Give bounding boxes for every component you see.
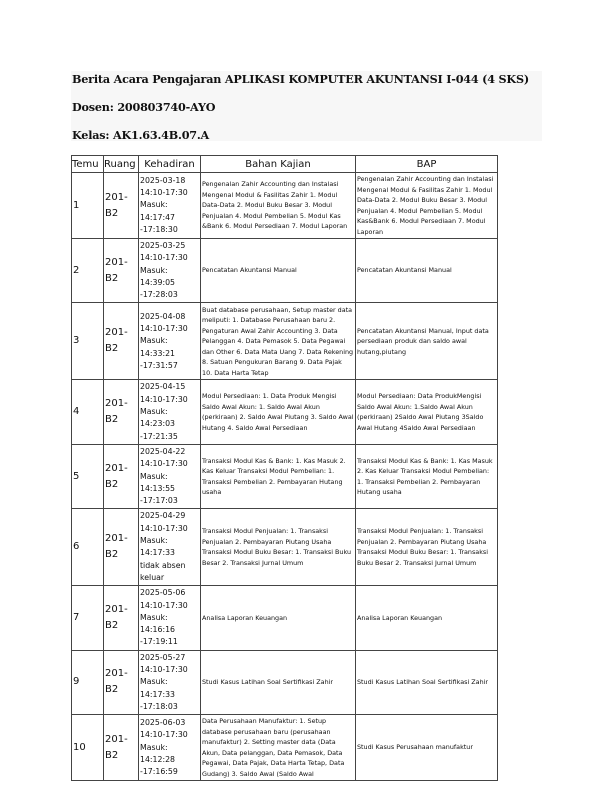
cell-kehadiran bbox=[139, 239, 201, 303]
cell-masuk: Masuk: 14:13:55 bbox=[140, 471, 176, 493]
header-temu: Temu bbox=[72, 156, 104, 173]
cell-jam: 14:10-17:30 bbox=[140, 394, 188, 404]
cell-bahan-kajian: Buat database perusahaan, Setup master data meliputi: 1. Database Perusahaan baru 2. Pengaturan Awal Zahir Accounting 3. Data Pelanggan 4. Data Pemasok 5. Data Pegawai dan Other 6. Data Mata Uang 7. Data Rekening 8. Satuan Pengukuran Barang 9. Data Pajak 10. Data Harta Tetap bbox=[201, 303, 356, 380]
cell-jam: 14:10-17:30 bbox=[140, 523, 188, 533]
cell-bahan-kajian: Transaksi Modul Kas & Bank: 1. Kas Masuk 2. Kas Keluar Transaksi Modul Pembelian: 1. Transaksi Pembelian 2. Pembayaran Hutang usaha bbox=[201, 444, 356, 508]
table-body bbox=[72, 173, 498, 781]
cell-bahan-kajian: Studi Kasus Latihan Soal Sertifikasi Zahir bbox=[201, 650, 356, 714]
cell-keluar: -17:28:03 bbox=[140, 290, 178, 300]
table-row bbox=[72, 650, 498, 714]
cell-jam: 14:10-17:30 bbox=[140, 459, 188, 469]
cell-kehadiran bbox=[139, 173, 201, 239]
cell-masuk: Masuk: 14:33:21 bbox=[140, 336, 176, 358]
cell-temu: 6 bbox=[72, 509, 104, 586]
kelas-line: Kelas: AK1.63.4B.07.A bbox=[72, 128, 210, 142]
cell-kehadiran bbox=[139, 444, 201, 508]
cell-ruang: 201-B2 bbox=[104, 650, 139, 714]
header-bap: BAP bbox=[356, 156, 498, 173]
cell-bahan-kajian: Modul Persediaan: 1. Data Produk Mengisi Saldo Awal Akun: 1. Saldo Awal Akun (perkiraan) 2. Saldo Awal Piutang 3. Saldo Awal Hutang 4. Saldo Awal Persediaan bbox=[201, 380, 356, 444]
cell-bap: Pencatatan Akuntansi Manual bbox=[356, 239, 498, 303]
cell-tanggal: 2025-03-18 bbox=[140, 175, 186, 185]
cell-bap: Pengenalan Zahir Accounting dan Instalasi Mengenal Modul & Fasilitas Zahir 1. Modul Data-Data 2. Modul Buku Besar 3. Modul Penjualan 4. Modul Pembelian 5. Modul Kas&Bank 6. Modul Persediaan 7. Modul Laporan bbox=[356, 173, 498, 239]
cell-bahan-kajian: Analisa Laporan Keuangan bbox=[201, 586, 356, 650]
cell-tanggal: 2025-04-22 bbox=[140, 446, 186, 456]
cell-ruang: 201-B2 bbox=[104, 239, 139, 303]
cell-bap: Modul Persediaan: Data ProdukMengisi Saldo Awal Akun: 1.Saldo Awal Akun (perkiraan) 2Saldo Awal Piutang 3Saldo Awal Hutang 4Saldo Awal Persediaan bbox=[356, 380, 498, 444]
table-header-row bbox=[72, 156, 498, 173]
cell-bap: Pencatatan Akuntansi Manual, Input data persediaan produk dan saldo awal hutang,piutang bbox=[356, 303, 498, 380]
cell-keluar: -17:17:03 bbox=[140, 496, 178, 506]
table-row bbox=[72, 239, 498, 303]
cell-tanggal: 2025-05-27 bbox=[140, 652, 186, 662]
dosen-line: Dosen: 200803740-AYO bbox=[72, 100, 216, 114]
cell-tanggal: 2025-04-15 bbox=[140, 382, 186, 392]
cell-keluar: -17:18:30 bbox=[140, 224, 178, 234]
table-row bbox=[72, 715, 498, 781]
cell-tanggal: 2025-06-03 bbox=[140, 717, 186, 727]
cell-masuk: Masuk: 14:23:03 bbox=[140, 407, 176, 429]
table-row bbox=[72, 444, 498, 508]
cell-keluar: -17:31:57 bbox=[140, 360, 178, 370]
header-bahan-kajian: Bahan Kajian bbox=[201, 156, 356, 173]
cell-keluar: tidak absen keluar bbox=[140, 560, 186, 582]
header-kehadiran: Kehadiran bbox=[139, 156, 201, 173]
header-ruang: Ruang bbox=[104, 156, 139, 173]
cell-masuk: Masuk: 14:12:28 bbox=[140, 742, 176, 764]
cell-temu: 9 bbox=[72, 650, 104, 714]
cell-temu: 4 bbox=[72, 380, 104, 444]
cell-bahan-kajian: Pengenalan Zahir Accounting dan Instalasi Mengenal Modul & Fasilitas Zahir 1. Modul Data-Data 2. Modul Buku Besar 3. Modul Penjualan 4. Modul Pembelian 5. Modul Kas &Bank 6. Modul Persediaan 7. Modul Laporan bbox=[201, 173, 356, 239]
cell-tanggal: 2025-03-25 bbox=[140, 241, 186, 250]
cell-jam: 14:10-17:30 bbox=[140, 324, 188, 334]
cell-ruang: 201-B2 bbox=[104, 380, 139, 444]
table-row bbox=[72, 586, 498, 650]
cell-kehadiran bbox=[139, 650, 201, 714]
cell-jam: 14:10-17:30 bbox=[140, 600, 188, 610]
cell-ruang: 201-B2 bbox=[104, 586, 139, 650]
cell-temu: 7 bbox=[72, 586, 104, 650]
cell-kehadiran bbox=[139, 509, 201, 586]
cell-jam: 14:10-17:30 bbox=[140, 188, 188, 198]
cell-bap: Studi Kasus Latihan Soal Sertifikasi Zahir bbox=[356, 650, 498, 714]
cell-keluar: -17:19:11 bbox=[140, 637, 178, 647]
cell-bahan-kajian: Pencatatan Akuntansi Manual bbox=[201, 239, 356, 303]
cell-masuk: Masuk: 14:17:33 bbox=[140, 536, 176, 558]
cell-keluar: -17:18:03 bbox=[140, 701, 178, 711]
cell-ruang: 201-B2 bbox=[104, 715, 139, 781]
table-row bbox=[72, 509, 498, 586]
cell-bap: Studi Kasus Perusahaan manufaktur bbox=[356, 715, 498, 781]
cell-bap: Transaksi Modul Kas & Bank: 1. Kas Masuk 2. Kas Keluar Transaksi Modul Pembelian: 1. Transaksi Pembelian 2. Pembayaran Hutang usaha bbox=[356, 444, 498, 508]
attendance-table bbox=[71, 155, 498, 781]
cell-masuk: Masuk: 14:17:47 bbox=[140, 200, 176, 222]
cell-kehadiran bbox=[139, 586, 201, 650]
table-row bbox=[72, 173, 498, 239]
cell-ruang: 201-B2 bbox=[104, 509, 139, 586]
cell-tanggal: 2025-04-29 bbox=[140, 511, 186, 521]
cell-temu: 2 bbox=[72, 239, 104, 303]
cell-jam: 14:10-17:30 bbox=[140, 665, 188, 675]
cell-kehadiran bbox=[139, 380, 201, 444]
table-row bbox=[72, 380, 498, 444]
document-title: Berita Acara Pengajaran APLIKASI KOMPUTER AKUNTANSI I-044 (4 SKS) bbox=[72, 72, 529, 86]
table-row bbox=[72, 303, 498, 380]
cell-tanggal: 2025-05-06 bbox=[140, 588, 186, 598]
cell-keluar: -17:16:59 bbox=[140, 767, 178, 777]
cell-bahan-kajian: Transaksi Modul Penjualan: 1. Transaksi Penjualan 2. Pembayaran Piutang Usaha Transaksi Modul Buku Besar: 1. Transaksi Buku Besar 2. Transaksi Jurnal Umum bbox=[201, 509, 356, 586]
cell-kehadiran bbox=[139, 303, 201, 380]
cell-tanggal: 2025-04-08 bbox=[140, 311, 186, 321]
cell-bap: Analisa Laporan Keuangan bbox=[356, 586, 498, 650]
cell-ruang: 201-B2 bbox=[104, 303, 139, 380]
cell-ruang: 201-B2 bbox=[104, 173, 139, 239]
cell-bahan-kajian: Data Perusahaan Manufaktur: 1. Setup database perusahaan baru (perusahaan manufaktur) 2. Setting master data (Data Akun, Data pelanggan, Data Pemasok, Data Pegawai, Data Pajak, Data Harta Tetap, Data Gudang) 3. Saldo Awal (Saldo Awal bbox=[201, 715, 356, 781]
cell-temu: 3 bbox=[72, 303, 104, 380]
cell-masuk: Masuk: 14:16:16 bbox=[140, 612, 176, 635]
cell-masuk: Masuk: 14:17:33 bbox=[140, 677, 176, 699]
cell-jam: 14:10-17:30 bbox=[140, 730, 188, 740]
cell-masuk: Masuk: 14:39:05 bbox=[140, 265, 176, 287]
cell-jam: 14:10-17:30 bbox=[140, 253, 188, 263]
cell-temu: 10 bbox=[72, 715, 104, 781]
cell-kehadiran bbox=[139, 715, 201, 781]
cell-temu: 5 bbox=[72, 444, 104, 508]
cell-keluar: -17:21:35 bbox=[140, 431, 178, 441]
cell-temu: 1 bbox=[72, 173, 104, 239]
cell-bap: Transaksi Modul Penjualan: 1. Transaksi Penjualan 2. Pembayaran Piutang Usaha Transaksi Modul Buku Besar: 1. Transaksi Buku Besar 2. Transaksi Jurnal Umum bbox=[356, 509, 498, 586]
cell-ruang: 201-B2 bbox=[104, 444, 139, 508]
